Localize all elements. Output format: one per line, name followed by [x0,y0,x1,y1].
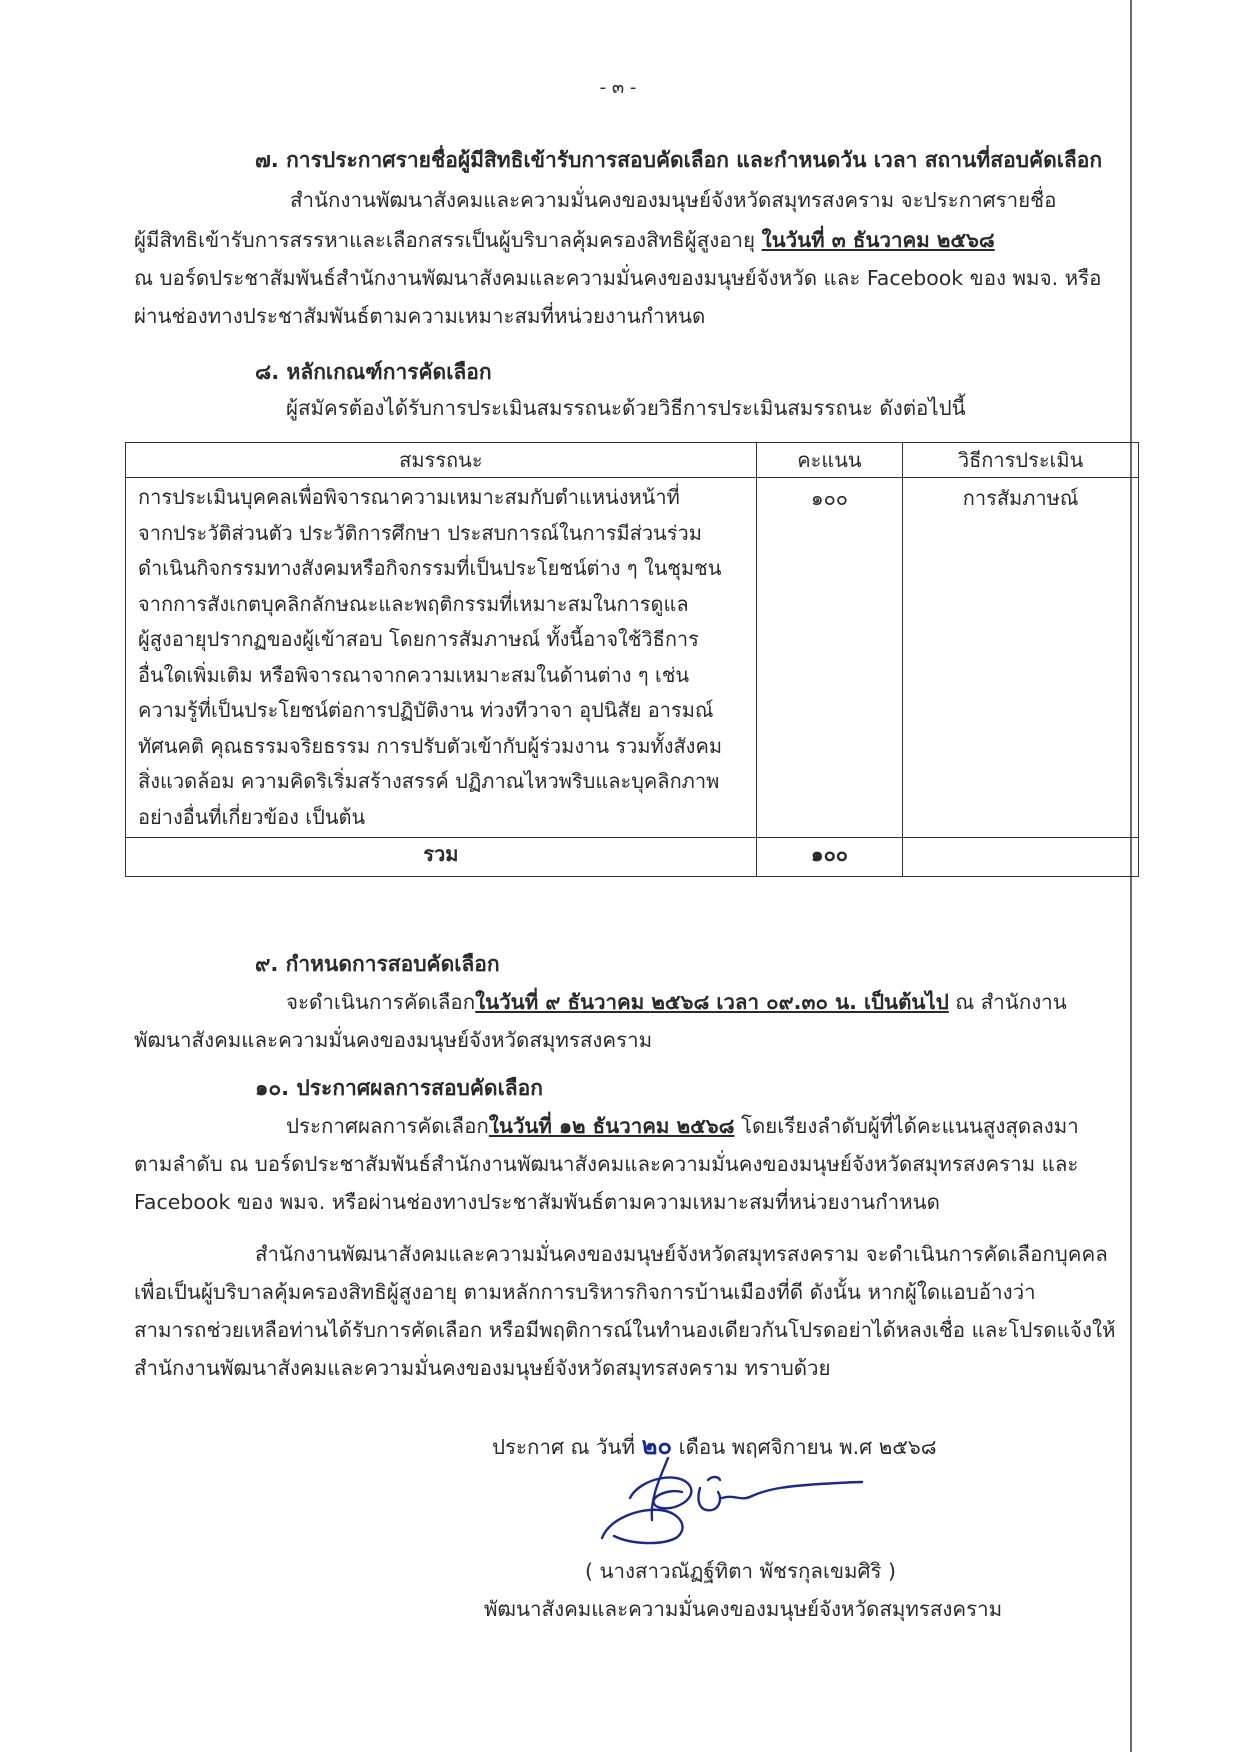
criteria-line: ความรู้ที่เป็นประโยชน์ต่อการปฏิบัติงาน ท่วงทีวาจา อุปนิสัย อารมณ์ [138,698,714,722]
section-9-line-1: จะดำเนินการคัดเลือกในวันที่ ๙ ธันวาคม ๒๕๖๘ เวลา ๐๙.๓๐ น. เป็นต้นไป ณ สำนักงาน [286,990,1067,1014]
criteria-total-row [126,838,1139,877]
criteria-score: ๑๐๐ [756,478,902,838]
section-7-line-2: ผู้มีสิทธิเข้ารับการสรรหาและเลือกสรรเป็นผู้บริบาลคุ้มครองสิทธิผู้สูงอายุ ในวันที่ ๓ ธันวาคม ๒๕๖๘ [134,228,995,252]
header-competency: สมรรถนะ [126,443,757,478]
section-8-line-1: ผู้สมัครต้องได้รับการประเมินสมรรถนะด้วยวิธีการประเมินสมรรถนะ ดังต่อไปนี้ [286,396,966,420]
section-10-heading: ๑๐. ประกาศผลการสอบคัดเลือก [255,1076,543,1100]
section-7-line-1: สำนักงานพัฒนาสังคมและความมั่นคงของมนุษย์จังหวัดสมุทรสงคราม จะประกาศรายชื่อ [290,188,1057,212]
announce-date-line: ประกาศ ณ วันที่ ๒๐ เดือน พฤศจิกายน พ.ศ ๒๕๖๘ [492,1431,937,1460]
section-10-line-1: ประกาศผลการคัดเลือกในวันที่ ๑๒ ธันวาคม ๒๕๖๘ โดยเรียงลำดับผู้ที่ได้คะแนนสูงสุดลงมา [286,1114,1079,1138]
criteria-row [126,478,1139,838]
criteria-line: อย่างอื่นที่เกี่ยวข้อง เป็นต้น [138,804,366,829]
criteria-line: สิ่งแวดล้อม ความคิดริเริ่มสร้างสรรค์ ปฏิภาณไหวพริบและบุคลิกภาพ [138,769,720,793]
total-method-empty [903,838,1139,877]
section-9-line-2: พัฒนาสังคมและความมั่นคงของมนุษย์จังหวัดสมุทรสงคราม [134,1028,653,1052]
signatory-name: ( นางสาวณัฏฐ์ทิตา พัชรกุลเขมศิริ ) [585,1559,897,1583]
section-10-line-3: Facebook ของ พมจ. หรือผ่านช่องทางประชาสัมพันธ์ตามความเหมาะสมที่หน่วยงานกำหนด [134,1190,940,1214]
section-9-heading: ๙. กำหนดการสอบคัดเลือก [255,952,500,976]
signatory-position: พัฒนาสังคมและความมั่นคงของมนุษย์จังหวัดสมุทรสงคราม [484,1597,1003,1621]
criteria-line: อื่นใดเพิ่มเติม หรือพิจารณาจากความเหมาะสมในด้านต่าง ๆ เช่น [138,662,690,687]
section-7-line-4: ผ่านช่องทางประชาสัมพันธ์ตามความเหมาะสมที่หน่วยงานกำหนด [134,304,706,328]
criteria-line: จากประวัติส่วนตัว ประวัติการศึกษา ประสบการณ์ในการมีส่วนร่วม [138,520,702,545]
criteria-line: จากการสังเกตบุคลิกลักษณะและพฤติกรรมที่เหมาะสมในการดูแล [138,591,689,616]
page-number: - ๓ - [599,77,637,98]
criteria-line: ผู้สูงอายุปรากฏของผู้เข้าสอบ โดยการสัมภาษณ์ ทั้งนี้อาจใช้วิธีการ [138,627,699,651]
criteria-table [125,442,1139,877]
criteria-method: การสัมภาษณ์ [903,478,1139,838]
section-8-heading: ๘. หลักเกณฑ์การคัดเลือก [255,360,492,384]
closing-line-4: สำนักงานพัฒนาสังคมและความมั่นคงของมนุษย์จังหวัดสมุทรสงคราม ทราบด้วย [134,1356,831,1380]
criteria-line: ดำเนินกิจกรรมทางสังคมหรือกิจกรรมที่เป็นประโยชน์ต่าง ๆ ในชุมชน [138,556,722,580]
closing-line-3: สามารถช่วยเหลือท่านได้รับการคัดเลือก หรือมีพฤติการณ์ในทำนองเดียวกันโปรดอย่าได้หลงเชื่อ และโปรดแจ้งให้ [134,1318,1116,1342]
closing-line-2: เพื่อเป็นผู้บริบาลคุ้มครองสิทธิผู้สูงอายุ ตามหลักการบริหารกิจการบ้านเมืองที่ดี ดังนั้น หากผู้ใดแอบอ้างว่า [134,1280,1036,1304]
criteria-line: ทัศนคติ คุณธรรมจริยธรรม การปรับตัวเข้ากับผู้ร่วมงาน รวมทั้งสังคม [138,733,723,758]
criteria-description [126,478,757,838]
closing-line-1: สำนักงานพัฒนาสังคมและความมั่นคงของมนุษย์จังหวัดสมุทรสงคราม จะดำเนินการคัดเลือกบุคคล [255,1242,1108,1266]
criteria-line: การประเมินบุคคลเพื่อพิจารณาความเหมาะสมกับตำแหน่งหน้าที่ [138,485,680,509]
header-method: วิธีการประเมิน [903,443,1139,478]
announce-date: ในวันที่ ๓ ธันวาคม ๒๕๖๘ [761,228,995,252]
handwritten-signature [590,1448,870,1553]
total-score: ๑๐๐ [756,838,902,877]
exam-date: ในวันที่ ๙ ธันวาคม ๒๕๖๘ เวลา ๐๙.๓๐ น. เป็นต้นไป [475,990,949,1014]
total-label: รวม [126,838,757,877]
criteria-table-header [126,443,1139,478]
section-7-line-3: ณ บอร์ดประชาสัมพันธ์สำนักงานพัฒนาสังคมและความมั่นคงของมนุษย์จังหวัด และ Facebook ของ พมจ. หรือ [134,266,1102,290]
handwritten-day: ๒๐ [641,1431,673,1460]
header-score: คะแนน [756,443,902,478]
result-date: ในวันที่ ๑๒ ธันวาคม ๒๕๖๘ [488,1114,735,1138]
section-10-line-2: ตามลำดับ ณ บอร์ดประชาสัมพันธ์สำนักงานพัฒนาสังคมและความมั่นคงของมนุษย์จังหวัดสมุทรสงคราม และ [134,1152,1079,1176]
section-7-heading: ๗. การประกาศรายชื่อผู้มีสิทธิเข้ารับการสอบคัดเลือก และกำหนดวัน เวลา สถานที่สอบคัดเลือก [255,148,1103,172]
